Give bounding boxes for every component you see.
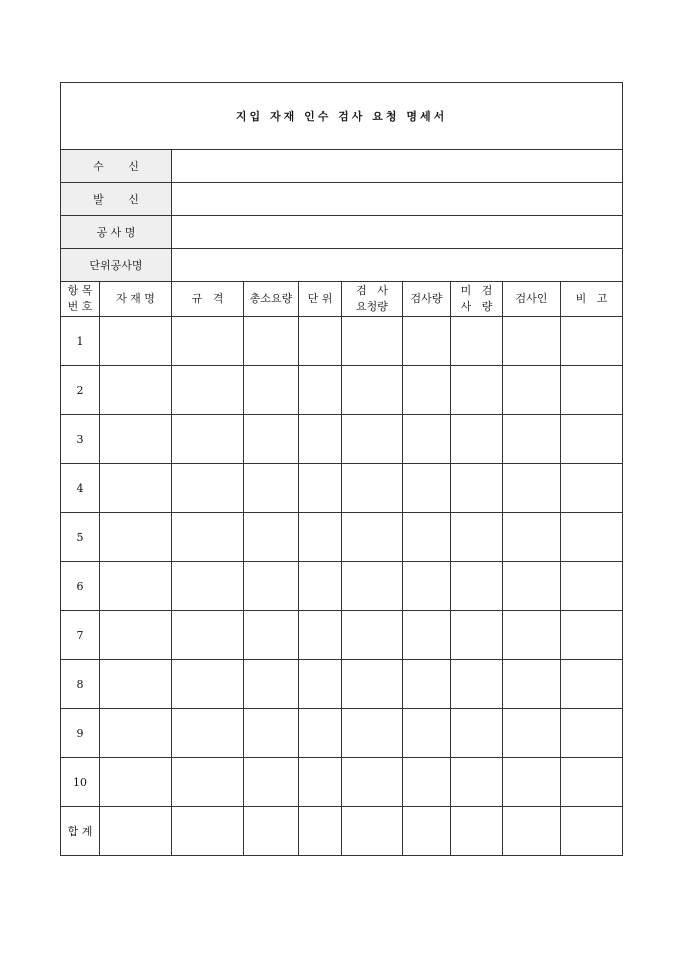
spec-cell[interactable] — [172, 317, 244, 366]
inspector-cell[interactable] — [503, 660, 561, 709]
col-inspected-qty: 검사량 — [403, 282, 451, 317]
spec-cell[interactable] — [172, 366, 244, 415]
col-request-qty-line2: 요청량 — [356, 300, 388, 313]
inspector-cell[interactable] — [503, 317, 561, 366]
remarks-cell[interactable] — [561, 758, 623, 807]
inspected-qty-cell[interactable] — [403, 562, 451, 611]
inspected-qty-cell[interactable] — [403, 366, 451, 415]
unit-cell[interactable] — [299, 317, 342, 366]
request-qty-cell[interactable] — [342, 660, 403, 709]
material-name-cell[interactable] — [100, 513, 172, 562]
row-number: 1 — [61, 317, 100, 366]
total-qty-cell[interactable] — [244, 513, 299, 562]
col-inspector: 검사인 — [503, 282, 561, 317]
total-cell[interactable] — [451, 807, 503, 856]
table-row — [61, 464, 623, 513]
table-row — [61, 317, 623, 366]
header-row-unit-project — [61, 249, 623, 282]
uninspected-qty-cell[interactable] — [451, 611, 503, 660]
unit-cell[interactable] — [299, 660, 342, 709]
spec-cell[interactable] — [172, 562, 244, 611]
total-qty-cell[interactable] — [244, 758, 299, 807]
inspected-qty-cell[interactable] — [403, 317, 451, 366]
col-item-no-line1: 항 목 — [67, 284, 93, 297]
unit-project-name-label: 단위공사명 — [61, 249, 172, 282]
document-title: 지입 자재 인수 검사 요청 명세서 — [61, 83, 623, 150]
table-row — [61, 758, 623, 807]
spec-cell[interactable] — [172, 464, 244, 513]
uninspected-qty-cell[interactable] — [451, 709, 503, 758]
column-header-row — [61, 282, 623, 317]
request-qty-cell[interactable] — [342, 366, 403, 415]
recipient-field[interactable] — [172, 150, 623, 183]
row-number: 2 — [61, 366, 100, 415]
total-cell[interactable] — [100, 807, 172, 856]
uninspected-qty-cell[interactable] — [451, 758, 503, 807]
table-row — [61, 415, 623, 464]
row-number: 7 — [61, 611, 100, 660]
col-uninspected-line1: 미 검 — [460, 284, 493, 297]
project-name-field[interactable] — [172, 216, 623, 249]
remarks-cell[interactable] — [561, 660, 623, 709]
spec-cell[interactable] — [172, 660, 244, 709]
col-request-qty-line1: 검 사 — [356, 284, 388, 297]
col-uninspected-line2: 사 량 — [460, 300, 493, 313]
col-uninspected-qty — [451, 282, 503, 317]
unit-cell[interactable] — [299, 709, 342, 758]
unit-cell[interactable] — [299, 464, 342, 513]
request-qty-cell[interactable] — [342, 611, 403, 660]
total-cell[interactable] — [299, 807, 342, 856]
col-remarks: 비 고 — [561, 282, 623, 317]
table-row — [61, 562, 623, 611]
uninspected-qty-cell[interactable] — [451, 464, 503, 513]
total-qty-cell[interactable] — [244, 415, 299, 464]
project-name-label: 공 사 명 — [61, 216, 172, 249]
header-row-project — [61, 216, 623, 249]
row-number: 4 — [61, 464, 100, 513]
total-qty-cell[interactable] — [244, 709, 299, 758]
uninspected-qty-cell[interactable] — [451, 317, 503, 366]
inspector-cell[interactable] — [503, 415, 561, 464]
remarks-cell[interactable] — [561, 611, 623, 660]
spec-cell[interactable] — [172, 611, 244, 660]
inspector-cell[interactable] — [503, 562, 561, 611]
spec-cell[interactable] — [172, 513, 244, 562]
material-name-cell[interactable] — [100, 611, 172, 660]
inspected-qty-cell[interactable] — [403, 611, 451, 660]
item-rows — [61, 317, 623, 807]
inspector-cell[interactable] — [503, 709, 561, 758]
remarks-cell[interactable] — [561, 464, 623, 513]
inspected-qty-cell[interactable] — [403, 709, 451, 758]
unit-cell[interactable] — [299, 513, 342, 562]
total-qty-cell[interactable] — [244, 660, 299, 709]
request-qty-cell[interactable] — [342, 415, 403, 464]
unit-cell[interactable] — [299, 562, 342, 611]
material-name-cell[interactable] — [100, 366, 172, 415]
material-name-cell[interactable] — [100, 709, 172, 758]
request-qty-cell[interactable] — [342, 464, 403, 513]
total-qty-cell[interactable] — [244, 366, 299, 415]
unit-project-name-field[interactable] — [172, 249, 623, 282]
col-total-qty: 총소요량 — [244, 282, 299, 317]
material-name-cell[interactable] — [100, 758, 172, 807]
row-number: 9 — [61, 709, 100, 758]
request-qty-cell[interactable] — [342, 709, 403, 758]
table-row — [61, 366, 623, 415]
recipient-label: 수 신 — [61, 150, 172, 183]
row-number: 8 — [61, 660, 100, 709]
spec-cell[interactable] — [172, 758, 244, 807]
col-request-qty — [342, 282, 403, 317]
col-item-no — [61, 282, 100, 317]
inspector-cell[interactable] — [503, 758, 561, 807]
uninspected-qty-cell[interactable] — [451, 562, 503, 611]
inspected-qty-cell[interactable] — [403, 464, 451, 513]
col-unit: 단 위 — [299, 282, 342, 317]
total-cell[interactable] — [172, 807, 244, 856]
spec-cell[interactable] — [172, 415, 244, 464]
remarks-cell[interactable] — [561, 366, 623, 415]
request-qty-cell[interactable] — [342, 317, 403, 366]
inspected-qty-cell[interactable] — [403, 758, 451, 807]
uninspected-qty-cell[interactable] — [451, 415, 503, 464]
row-number: 5 — [61, 513, 100, 562]
table-row — [61, 513, 623, 562]
row-number: 3 — [61, 415, 100, 464]
sender-field[interactable] — [172, 183, 623, 216]
total-cell[interactable] — [561, 807, 623, 856]
inspected-qty-cell[interactable] — [403, 513, 451, 562]
inspection-request-form — [60, 82, 623, 856]
col-item-no-line2: 번 호 — [67, 300, 93, 313]
total-label: 합 계 — [61, 807, 100, 856]
material-name-cell[interactable] — [100, 464, 172, 513]
material-name-cell[interactable] — [100, 415, 172, 464]
row-number: 6 — [61, 562, 100, 611]
uninspected-qty-cell[interactable] — [451, 660, 503, 709]
row-number: 10 — [61, 758, 100, 807]
spec-cell[interactable] — [172, 709, 244, 758]
remarks-cell[interactable] — [561, 317, 623, 366]
inspected-qty-cell[interactable] — [403, 660, 451, 709]
unit-cell[interactable] — [299, 758, 342, 807]
remarks-cell[interactable] — [561, 513, 623, 562]
remarks-cell[interactable] — [561, 562, 623, 611]
request-qty-cell[interactable] — [342, 758, 403, 807]
total-row — [61, 807, 623, 856]
request-qty-cell[interactable] — [342, 513, 403, 562]
uninspected-qty-cell[interactable] — [451, 366, 503, 415]
uninspected-qty-cell[interactable] — [451, 513, 503, 562]
total-cell[interactable] — [503, 807, 561, 856]
remarks-cell[interactable] — [561, 709, 623, 758]
table-row — [61, 660, 623, 709]
total-qty-cell[interactable] — [244, 562, 299, 611]
table-row — [61, 709, 623, 758]
table-row — [61, 611, 623, 660]
remarks-cell[interactable] — [561, 415, 623, 464]
total-cell[interactable] — [403, 807, 451, 856]
total-cell[interactable] — [342, 807, 403, 856]
unit-cell[interactable] — [299, 366, 342, 415]
request-qty-cell[interactable] — [342, 562, 403, 611]
material-name-cell[interactable] — [100, 562, 172, 611]
total-qty-cell[interactable] — [244, 611, 299, 660]
header-row-recipient — [61, 150, 623, 183]
inspector-cell[interactable] — [503, 366, 561, 415]
inspector-cell[interactable] — [503, 513, 561, 562]
total-qty-cell[interactable] — [244, 464, 299, 513]
sender-label: 발 신 — [61, 183, 172, 216]
total-qty-cell[interactable] — [244, 317, 299, 366]
col-material-name: 자 재 명 — [100, 282, 172, 317]
material-name-cell[interactable] — [100, 317, 172, 366]
header-row-sender — [61, 183, 623, 216]
col-spec: 규 격 — [172, 282, 244, 317]
unit-cell[interactable] — [299, 415, 342, 464]
inspector-cell[interactable] — [503, 464, 561, 513]
unit-cell[interactable] — [299, 611, 342, 660]
inspected-qty-cell[interactable] — [403, 415, 451, 464]
total-cell[interactable] — [244, 807, 299, 856]
material-name-cell[interactable] — [100, 660, 172, 709]
inspector-cell[interactable] — [503, 611, 561, 660]
